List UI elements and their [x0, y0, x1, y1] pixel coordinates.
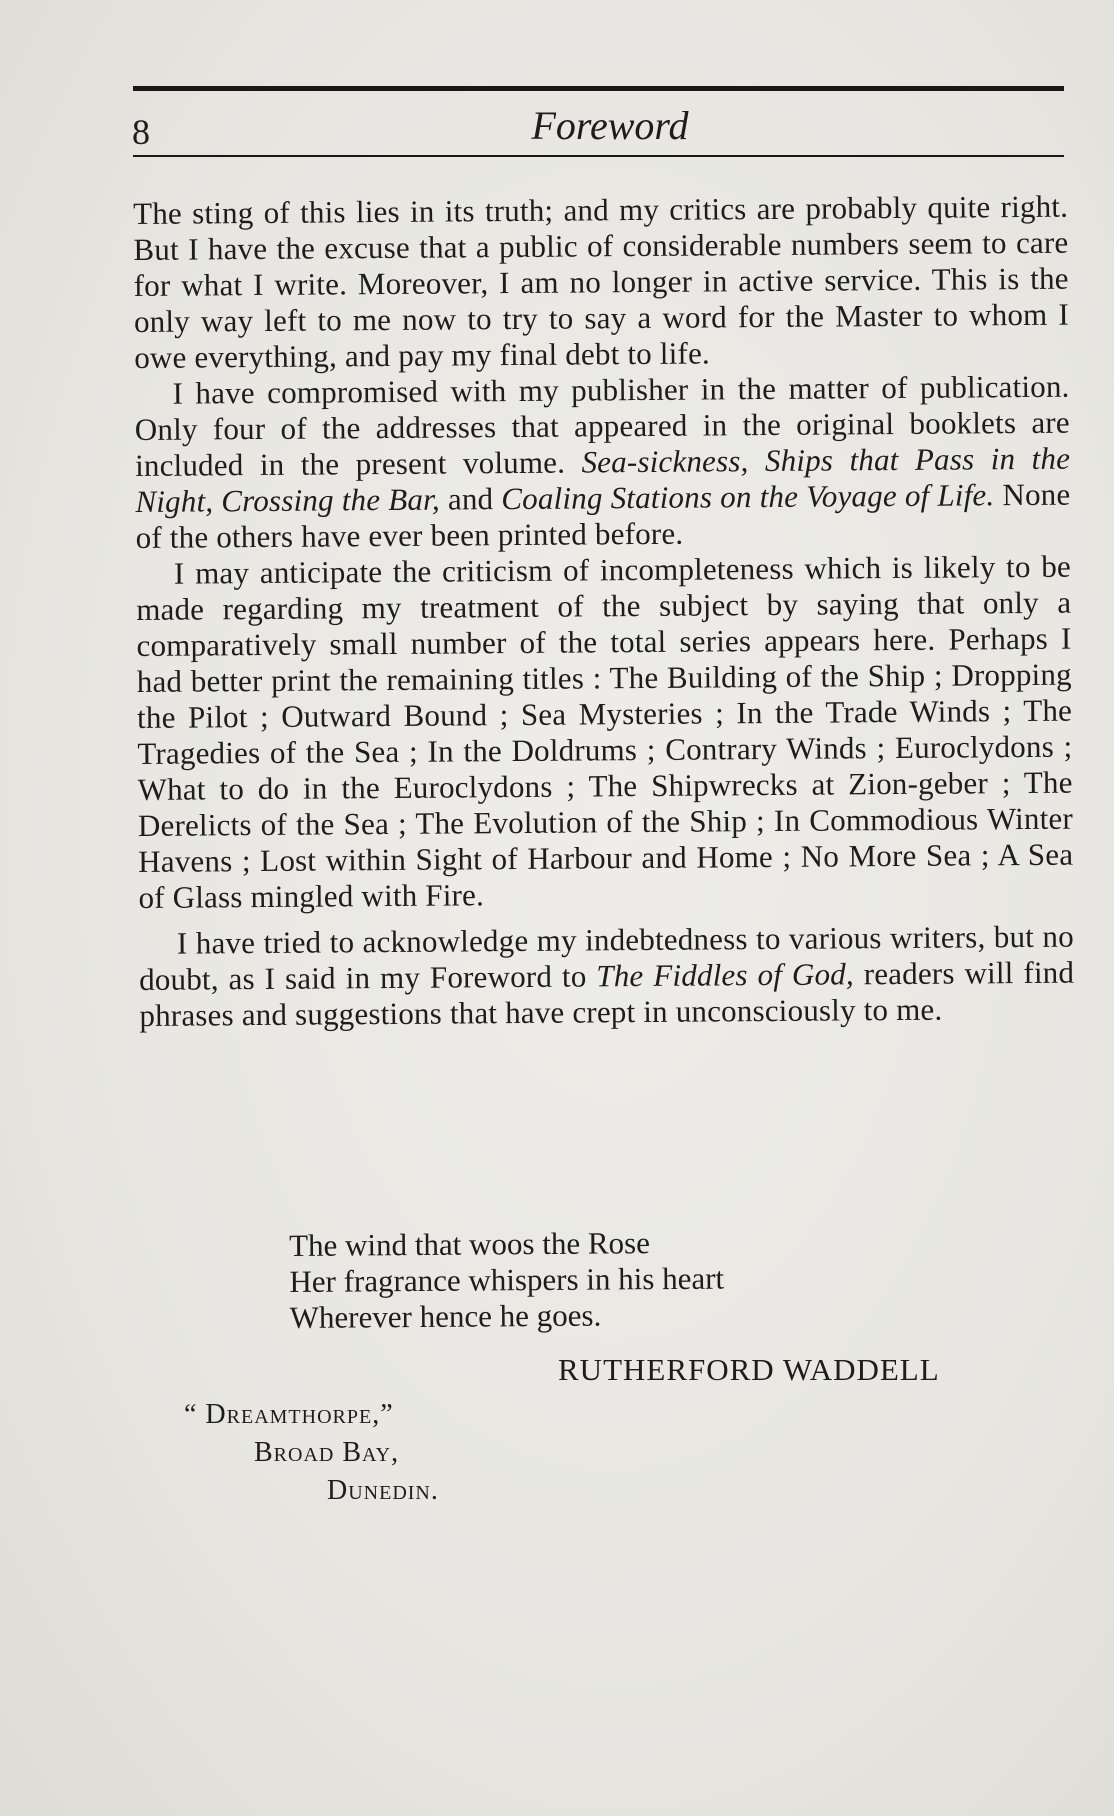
verse-line: Her fragrance whispers in his heart — [289, 1260, 725, 1299]
paragraph-1 — [133, 189, 1069, 376]
header-rule-top — [133, 86, 1064, 91]
paragraph-2-italic-titles: Sea-sickness, Ships that Pass in the Night, Crossing the Bar, — [135, 440, 1071, 519]
address-line-house: “ Dreamthorpe,” — [184, 1399, 394, 1430]
body-text — [133, 189, 1075, 1034]
address-line-locality: Broad Bay, — [254, 1437, 400, 1468]
paragraph-2-end: None of the others have ever been printed before. — [135, 476, 1071, 555]
paragraph-4-end: readers will find phrases and suggestions that have crept in unconsciously to me. — [139, 954, 1075, 1033]
paragraph-2-text: I have compromised with my publisher in the matter of publication. Only four of the addresses that appeared in the original booklets are included in the present volume. — [134, 368, 1070, 483]
paragraph-4-italic-title: The Fiddles of God, — [596, 956, 855, 994]
paragraph-4 — [139, 919, 1075, 1034]
running-title: Foreword — [531, 103, 689, 148]
paragraph-2-italic-title: Coaling Stations on the Voyage of Life. — [501, 477, 995, 517]
author-signature: RUTHERFORD WADDELL — [558, 1352, 940, 1387]
header-rule-bottom — [133, 155, 1064, 157]
page-number: 8 — [132, 112, 150, 152]
paragraph-4-text: I have tried to acknowledge my indebtedness to various writers, but no doubt, as I said in my Foreword to — [139, 918, 1074, 997]
verse-quote — [289, 1225, 725, 1336]
paragraph-2-and: and — [439, 481, 502, 517]
address-line-city: Dunedin. — [327, 1475, 439, 1506]
paragraph-2 — [134, 369, 1070, 556]
paragraph-3-text: I may anticipate the criticism of incompleteness which is likely to be made regarding my treatment of the subject by saying that only a comparatively small number of the total series appears here. Perhaps I had better print the remaining titles : The Building of the Ship ; Dropping the Pilot ; Outward Bound ; Sea Mysteries ; In the Trade Winds ; The Tragedies of the Sea ; In the Doldrums ; Contrary Winds ; Euroclydons ; What to do in the Euroclydons ; The Shipwrecks at Zion-geber ; The Derelicts of the Sea ; The Evolution of the Ship ; In Commodious Winter Havens ; Lost within Sight of Harbour and Home ; No More Sea ; A Sea of Glass mingled with Fire. — [136, 548, 1074, 915]
paragraph-1-text: The sting of this lies in its truth; and my critics are probably quite right. But I have the excuse that a public of considerable numbers seem to care for what I write. Moreover, I am no longer in active service. This is the only way left to me now to try to say a word for the Master to whom I owe everything, and pay my final debt to life. — [133, 188, 1070, 375]
verse-line: Wherever hence he goes. — [289, 1297, 602, 1335]
verse-line: The wind that woos the Rose — [289, 1225, 651, 1263]
paragraph-3 — [136, 549, 1074, 916]
author-address — [184, 1396, 439, 1510]
